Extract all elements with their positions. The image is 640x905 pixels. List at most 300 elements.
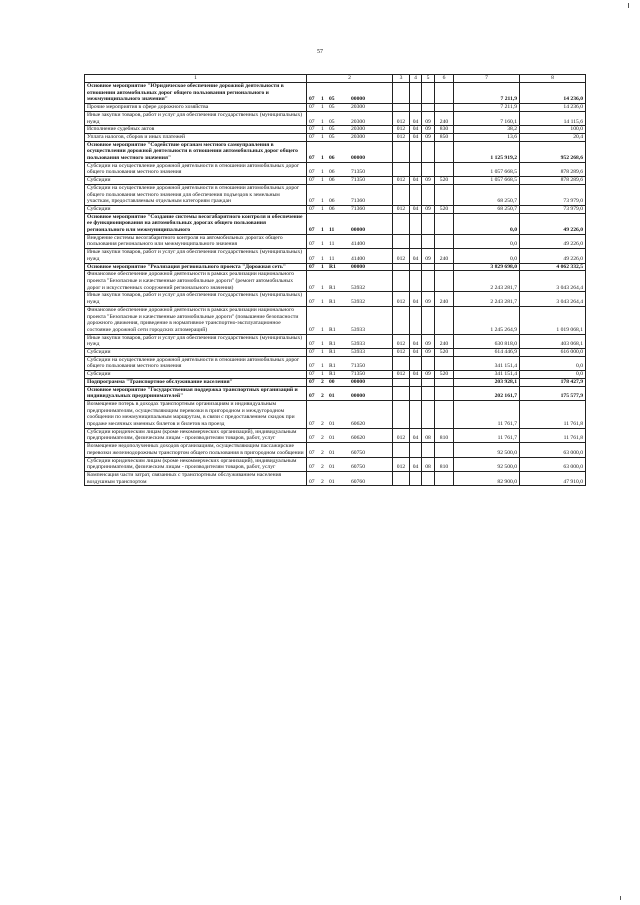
code-part: 07 xyxy=(309,133,315,140)
row-amount-8: 3 043 264,4 xyxy=(520,292,586,306)
code-part: R1 xyxy=(329,363,336,370)
row-col-5: 09 xyxy=(422,292,435,306)
row-col-6 xyxy=(435,141,454,162)
table-row xyxy=(85,234,586,248)
code-part: 07 xyxy=(309,227,315,234)
code-part: 01 xyxy=(329,464,335,471)
code-part: 60750 xyxy=(351,464,365,471)
code-part: 60760 xyxy=(351,478,365,485)
header-col-4: 4 xyxy=(410,75,422,83)
row-col-5 xyxy=(422,471,435,485)
row-amount-7: 0,0 xyxy=(454,249,520,263)
row-col-6: 240 xyxy=(435,334,454,348)
code-part: R1 xyxy=(329,371,336,378)
code-part: 1 xyxy=(321,299,324,306)
row-amount-8: 73 979,0 xyxy=(520,184,586,205)
row-col-5: 08 xyxy=(422,457,435,471)
row-code xyxy=(307,356,393,370)
row-col-3 xyxy=(393,104,410,112)
row-col-5 xyxy=(422,162,435,176)
code-part: 71350 xyxy=(351,363,365,370)
row-amount-7: 7 211,9 xyxy=(454,83,520,104)
code-part: 06 xyxy=(329,177,335,184)
row-col-3 xyxy=(393,378,410,386)
row-col-6 xyxy=(435,234,454,248)
row-amount-8: 878 289,6 xyxy=(520,177,586,185)
row-col-4 xyxy=(410,213,422,234)
code-part: 2 xyxy=(321,435,324,442)
row-amount-8: 14 115,6 xyxy=(520,111,586,125)
row-name: Иные закупки товаров, работ и услуг для обеспечения государственных (муниципальных) нужд xyxy=(85,292,307,306)
row-amount-7: 2 243 281,7 xyxy=(454,271,520,292)
row-name: Основное мероприятие "Создание системы весогабаритного контроля и обеспечение ее функционирования на автомобильных дорогах общего пользования регионального или межмуниципального xyxy=(85,213,307,234)
row-name: Иные закупки товаров, работ и услуг для обеспечения государственных (муниципальных) нужд xyxy=(85,111,307,125)
row-col-4 xyxy=(410,104,422,112)
code-part: 06 xyxy=(329,169,335,176)
row-col-3: 012 xyxy=(393,349,410,357)
row-col-5 xyxy=(422,400,435,428)
code-part: 1 xyxy=(321,96,324,103)
row-col-4 xyxy=(410,378,422,386)
row-col-5: 09 xyxy=(422,205,435,213)
row-col-3: 012 xyxy=(393,126,410,134)
code-part: 07 xyxy=(309,341,315,348)
row-col-6 xyxy=(435,443,454,457)
code-part: 71350 xyxy=(351,177,365,184)
row-col-3 xyxy=(393,443,410,457)
row-col-4: 04 xyxy=(410,249,422,263)
row-col-5 xyxy=(422,213,435,234)
row-name: Субсидии на осуществление дорожной деятельности в отношении автомобильных дорог общего пользования местного значения xyxy=(85,356,307,370)
row-amount-7: 92 500,0 xyxy=(454,457,520,471)
row-code xyxy=(307,334,393,348)
row-code xyxy=(307,162,393,176)
row-name: Субсидии xyxy=(85,205,307,213)
table-row xyxy=(85,400,586,428)
row-name: Основное мероприятие "Содействие органам местного самоуправления в осуществлении дорожной деятельности в отношении автомобильных дорог общего пользования местного значения" xyxy=(85,141,307,162)
row-col-5 xyxy=(422,234,435,248)
row-col-5: 08 xyxy=(422,428,435,442)
row-name: Субсидии xyxy=(85,177,307,185)
code-part: 60620 xyxy=(351,421,365,428)
row-amount-8: 878 289,6 xyxy=(520,162,586,176)
code-part: 01 xyxy=(329,449,335,456)
code-part: 00000 xyxy=(351,155,365,162)
table-row xyxy=(85,133,586,141)
row-code xyxy=(307,249,393,263)
row-col-3 xyxy=(393,162,410,176)
row-col-3 xyxy=(393,234,410,248)
row-amount-7: 11 761,7 xyxy=(454,400,520,428)
row-col-4 xyxy=(410,184,422,205)
row-col-4 xyxy=(410,386,422,400)
code-part: 07 xyxy=(309,449,315,456)
row-col-5 xyxy=(422,356,435,370)
code-part: 07 xyxy=(309,205,315,212)
code-part: 1 xyxy=(321,255,324,262)
code-part: 07 xyxy=(309,155,315,162)
row-name: Субсидии xyxy=(85,371,307,379)
row-col-6 xyxy=(435,386,454,400)
code-part: 71350 xyxy=(351,371,365,378)
row-col-3: 012 xyxy=(393,205,410,213)
table-row xyxy=(85,184,586,205)
code-part: 07 xyxy=(309,464,315,471)
table-row xyxy=(85,162,586,176)
row-amount-8: 0,0 xyxy=(520,356,586,370)
code-part: 07 xyxy=(309,435,315,442)
row-code xyxy=(307,126,393,134)
code-part: 07 xyxy=(309,96,315,103)
code-part: 1 xyxy=(321,363,324,370)
row-name: Субсидии юридическим лицам (кроме некоммерческих организаций), индивидуальным предпринимателям, физическим лицам - производителям товаров, работ, услуг xyxy=(85,428,307,442)
row-col-3: 012 xyxy=(393,428,410,442)
code-part: 00000 xyxy=(351,227,365,234)
code-part: 53933 xyxy=(351,326,365,333)
code-part: 20300 xyxy=(351,126,365,133)
row-amount-8: 14 236,0 xyxy=(520,104,586,112)
code-part: 07 xyxy=(309,255,315,262)
row-col-4: 04 xyxy=(410,111,422,125)
row-amount-7: 2 243 281,7 xyxy=(454,292,520,306)
table-row xyxy=(85,386,586,400)
row-amount-8: 0,0 xyxy=(520,371,586,379)
row-col-6: 850 xyxy=(435,133,454,141)
row-col-5 xyxy=(422,271,435,292)
code-part: 07 xyxy=(309,378,315,385)
table-row xyxy=(85,334,586,348)
row-col-3 xyxy=(393,306,410,334)
code-part: R1 xyxy=(329,349,336,356)
row-col-6: 520 xyxy=(435,349,454,357)
scan-edge-mark xyxy=(620,896,621,900)
table-row xyxy=(85,126,586,134)
row-code xyxy=(307,349,393,357)
row-col-6 xyxy=(435,213,454,234)
code-part: 2 xyxy=(321,478,324,485)
row-col-5: 09 xyxy=(422,126,435,134)
row-col-4: 04 xyxy=(410,292,422,306)
row-col-4: 04 xyxy=(410,349,422,357)
row-col-3 xyxy=(393,471,410,485)
code-part: 1 xyxy=(321,155,324,162)
table-row xyxy=(85,111,586,125)
table-row xyxy=(85,271,586,292)
code-part: 1 xyxy=(321,341,324,348)
code-part: 1 xyxy=(321,326,324,333)
row-amount-7: 1 057 668,5 xyxy=(454,177,520,185)
row-col-5: 09 xyxy=(422,133,435,141)
row-code xyxy=(307,263,393,271)
code-part: 1 xyxy=(321,241,324,248)
code-part: 05 xyxy=(329,133,335,140)
row-amount-7: 1 245 264,9 xyxy=(454,306,520,334)
row-code xyxy=(307,378,393,386)
code-part: 1 xyxy=(321,104,324,111)
row-col-4 xyxy=(410,306,422,334)
row-name: Субсидии xyxy=(85,349,307,357)
code-part: 20300 xyxy=(351,118,365,125)
table-row xyxy=(85,249,586,263)
table-row xyxy=(85,213,586,234)
row-name: Основное мероприятие "Юридическое обеспечение дорожной деятельности в отношении автомобильных дорог общего пользования регионального и межмуниципального значения" xyxy=(85,83,307,104)
row-name: Основное мероприятие "Реализация регионального проекта "Дорожная сеть" xyxy=(85,263,307,271)
table-row xyxy=(85,378,586,386)
row-col-6 xyxy=(435,378,454,386)
code-part: 00 xyxy=(329,378,335,385)
code-part: 1 xyxy=(321,169,324,176)
row-amount-8: 20,4 xyxy=(520,133,586,141)
header-col-3: 3 xyxy=(393,75,410,83)
code-part: 71360 xyxy=(351,205,365,212)
table-row xyxy=(85,104,586,112)
code-part: 05 xyxy=(329,118,335,125)
code-part: 07 xyxy=(309,284,315,291)
code-part: 71360 xyxy=(351,198,365,205)
code-part: 2 xyxy=(321,449,324,456)
row-amount-8: 4 062 332,5 xyxy=(520,263,586,271)
row-code xyxy=(307,271,393,292)
row-col-6 xyxy=(435,306,454,334)
code-part: 1 xyxy=(321,284,324,291)
row-amount-7: 38,2 xyxy=(454,126,520,134)
row-amount-7: 614 446,9 xyxy=(454,349,520,357)
row-name: Прочие мероприятия в сфере дорожного хозяйства xyxy=(85,104,307,112)
code-part: 07 xyxy=(309,169,315,176)
budget-table xyxy=(84,74,586,486)
row-col-4 xyxy=(410,271,422,292)
page-number: 57 xyxy=(317,49,323,55)
row-col-5 xyxy=(422,386,435,400)
row-code xyxy=(307,205,393,213)
row-name: Иные закупки товаров, работ и услуг для обеспечения государственных (муниципальных) нужд xyxy=(85,249,307,263)
row-name: Возмещение потерь в доходах транспортным организациям и индивидуальным предпринимателям, осуществляющим перевозки в пригородном и междугородном сообщении по межмуниципальным маршрутам, в связи с предоставлением скидок при продаже месячных именных билетов и билетов на проезд xyxy=(85,400,307,428)
row-amount-7: 202 161,7 xyxy=(454,386,520,400)
header-row xyxy=(85,75,586,83)
row-col-3: 012 xyxy=(393,371,410,379)
code-part: 07 xyxy=(309,126,315,133)
code-part: 1 xyxy=(321,198,324,205)
row-col-5: 09 xyxy=(422,349,435,357)
row-code xyxy=(307,184,393,205)
code-part: 20300 xyxy=(351,104,365,111)
table-row xyxy=(85,292,586,306)
row-amount-8: 47 910,0 xyxy=(520,471,586,485)
row-amount-7: 68 250,7 xyxy=(454,184,520,205)
row-col-5: 09 xyxy=(422,249,435,263)
table-row xyxy=(85,349,586,357)
row-code xyxy=(307,306,393,334)
code-part: 11 xyxy=(329,241,335,248)
row-col-3: 012 xyxy=(393,249,410,263)
row-code xyxy=(307,104,393,112)
table-row xyxy=(85,83,586,104)
code-part: 1 xyxy=(321,371,324,378)
header-col-2: 2 xyxy=(307,75,393,83)
row-amount-7: 1 125 919,2 xyxy=(454,141,520,162)
row-col-3 xyxy=(393,356,410,370)
code-part: 53932 xyxy=(351,299,365,306)
row-amount-7: 7 211,9 xyxy=(454,104,520,112)
code-part: 07 xyxy=(309,198,315,205)
row-col-6: 810 xyxy=(435,457,454,471)
row-amount-8: 49 226,0 xyxy=(520,249,586,263)
table-row xyxy=(85,306,586,334)
code-part: 07 xyxy=(309,177,315,184)
code-part: R1 xyxy=(329,284,336,291)
code-part: 07 xyxy=(309,393,315,400)
row-amount-7: 630 818,0 xyxy=(454,334,520,348)
code-part: 07 xyxy=(309,299,315,306)
row-col-5 xyxy=(422,184,435,205)
row-col-3 xyxy=(393,184,410,205)
code-part: R1 xyxy=(329,299,336,306)
code-part: 01 xyxy=(329,393,335,400)
table-row xyxy=(85,428,586,442)
row-col-5 xyxy=(422,83,435,104)
row-amount-8: 11 761,8 xyxy=(520,400,586,428)
row-amount-7: 341 151,4 xyxy=(454,371,520,379)
row-col-4 xyxy=(410,141,422,162)
code-part: 1 xyxy=(321,263,324,270)
code-part: 1 xyxy=(321,133,324,140)
row-amount-8: 100,0 xyxy=(520,126,586,134)
row-col-6 xyxy=(435,471,454,485)
table-row xyxy=(85,177,586,185)
code-part: R1 xyxy=(329,263,336,270)
row-col-4 xyxy=(410,471,422,485)
row-code xyxy=(307,292,393,306)
row-col-6: 520 xyxy=(435,205,454,213)
code-part: 41400 xyxy=(351,255,365,262)
row-col-6: 830 xyxy=(435,126,454,134)
row-col-6 xyxy=(435,104,454,112)
row-col-3 xyxy=(393,400,410,428)
table-row xyxy=(85,471,586,485)
row-col-4 xyxy=(410,356,422,370)
row-col-5: 09 xyxy=(422,177,435,185)
row-col-6: 240 xyxy=(435,292,454,306)
row-code xyxy=(307,133,393,141)
row-col-4: 04 xyxy=(410,177,422,185)
row-col-3 xyxy=(393,141,410,162)
row-code xyxy=(307,386,393,400)
row-name: Основное мероприятие "Государственная поддержка транспортных организаций и индивидуальных предпринимателей" xyxy=(85,386,307,400)
code-part: 11 xyxy=(329,227,335,234)
table-row xyxy=(85,457,586,471)
row-col-3: 012 xyxy=(393,292,410,306)
row-code xyxy=(307,234,393,248)
row-amount-8: 73 979,0 xyxy=(520,205,586,213)
row-col-6 xyxy=(435,400,454,428)
row-col-3: 012 xyxy=(393,334,410,348)
row-code xyxy=(307,141,393,162)
table-row xyxy=(85,141,586,162)
code-part: 05 xyxy=(329,104,335,111)
code-part: 20300 xyxy=(351,133,365,140)
row-amount-8: 952 268,6 xyxy=(520,141,586,162)
code-part: 00000 xyxy=(351,393,365,400)
row-name: Субсидии на осуществление дорожной деятельности в отношении автомобильных дорог общего пользования местного значения для обеспечения подъездов к земельным участкам, предоставляемым отдельным категориям граждан xyxy=(85,184,307,205)
code-part: 07 xyxy=(309,118,315,125)
header-col-5: 5 xyxy=(422,75,435,83)
table-row xyxy=(85,205,586,213)
code-part: 00000 xyxy=(351,378,365,385)
row-amount-7: 68 250,7 xyxy=(454,205,520,213)
code-part: 06 xyxy=(329,198,335,205)
code-part: 01 xyxy=(329,435,335,442)
row-col-5 xyxy=(422,141,435,162)
code-part: 53933 xyxy=(351,341,365,348)
row-code xyxy=(307,471,393,485)
row-col-6: 240 xyxy=(435,111,454,125)
code-part: 07 xyxy=(309,349,315,356)
code-part: 2 xyxy=(321,393,324,400)
row-col-4: 04 xyxy=(410,334,422,348)
row-name: Уплата налогов, сборов и иных платежей xyxy=(85,133,307,141)
row-col-6: 240 xyxy=(435,249,454,263)
row-name: Субсидии на осуществление дорожной деятельности в отношении автомобильных дорог общего пользования местного значения xyxy=(85,162,307,176)
row-col-6 xyxy=(435,162,454,176)
row-col-3 xyxy=(393,263,410,271)
row-code xyxy=(307,428,393,442)
code-part: 1 xyxy=(321,205,324,212)
row-amount-8: 63 000,0 xyxy=(520,443,586,457)
code-part: 53932 xyxy=(351,284,365,291)
row-code xyxy=(307,443,393,457)
code-part: 60750 xyxy=(351,449,365,456)
row-col-5: 09 xyxy=(422,371,435,379)
row-amount-7: 0,0 xyxy=(454,213,520,234)
code-part: 07 xyxy=(309,326,315,333)
row-code xyxy=(307,111,393,125)
row-amount-8: 11 761,8 xyxy=(520,428,586,442)
row-col-5 xyxy=(422,306,435,334)
header-col-8: 8 xyxy=(520,75,586,83)
row-col-6 xyxy=(435,184,454,205)
row-col-3: 012 xyxy=(393,133,410,141)
row-name: Иные закупки товаров, работ и услуг для обеспечения государственных (муниципальных) нужд xyxy=(85,334,307,348)
row-amount-7: 3 829 698,0 xyxy=(454,263,520,271)
row-col-6: 520 xyxy=(435,371,454,379)
row-name: Финансовое обеспечение дорожной деятельности в рамках реализации национального проекта "Безопасные и качественные автомобильные дороги" (повышение безопасности дорожного движения, приведение в нормативное транспортно-эксплуатационное состояние дорожной сети городских агломераций) xyxy=(85,306,307,334)
row-col-5 xyxy=(422,378,435,386)
row-amount-7: 13,6 xyxy=(454,133,520,141)
row-code xyxy=(307,83,393,104)
code-part: R1 xyxy=(329,341,336,348)
code-part: 2 xyxy=(321,378,324,385)
code-part: 00000 xyxy=(351,96,365,103)
code-part: 00000 xyxy=(351,263,365,270)
code-part: 1 xyxy=(321,126,324,133)
row-amount-7: 341 151,4 xyxy=(454,356,520,370)
row-col-5: 09 xyxy=(422,334,435,348)
code-part: 1 xyxy=(321,177,324,184)
row-name: Финансовое обеспечение дорожной деятельности в рамках реализации национального проекта "Безопасные и качественные автомобильные дороги" (ремонт автомобильных дорог и искусственных сооружений регионального значения) xyxy=(85,271,307,292)
table-row xyxy=(85,371,586,379)
row-name: Подпрограмма "Транспортное обслуживание населения" xyxy=(85,378,307,386)
row-name: Возмещение недополученных доходов организациям, осуществляющим пассажирские перевозки железнодорожным транспортом общего пользования в пригородном сообщении xyxy=(85,443,307,457)
row-col-6 xyxy=(435,263,454,271)
code-part: 07 xyxy=(309,371,315,378)
header-col-6: 6 xyxy=(435,75,454,83)
row-name: Внедрение системы весогабаритного контроля на автомобильных дорогах общего пользования регионального или межмуниципального значения xyxy=(85,234,307,248)
row-amount-7: 7 160,1 xyxy=(454,111,520,125)
table-row xyxy=(85,263,586,271)
row-col-4 xyxy=(410,400,422,428)
row-amount-7: 203 928,1 xyxy=(454,378,520,386)
code-part: 41400 xyxy=(351,241,365,248)
